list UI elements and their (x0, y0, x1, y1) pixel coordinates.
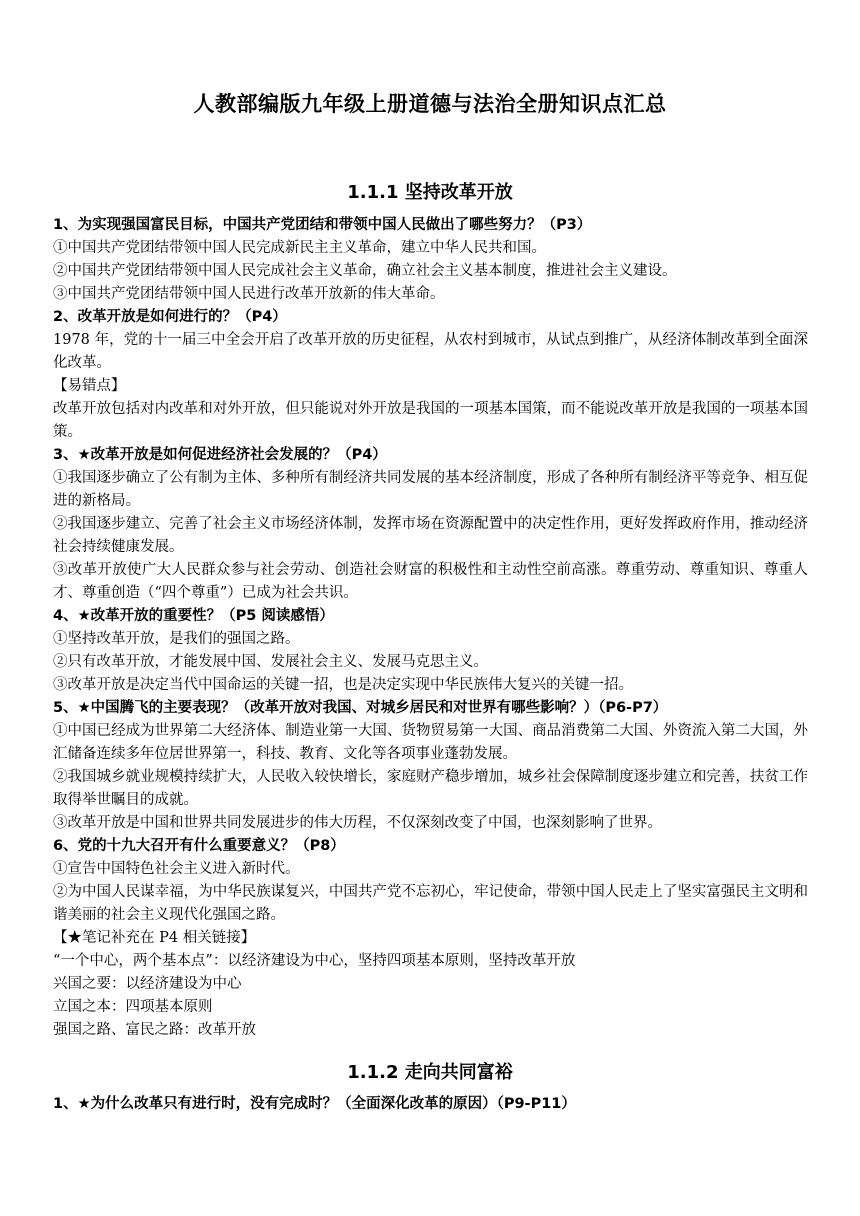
answer-line: ①坚持改革开放，是我们的强国之路。 (53, 631, 300, 647)
answer-line: 兴国之要：以经济建设为中心 (53, 976, 242, 992)
section-body-1-1-2 (53, 1093, 808, 1116)
answer-paragraph: 1978 年，党的十一届三中全会开启了改革开放的历史征程，从农村到城市，从试点到推广，从经济体制改革到全面深化改革。 (53, 332, 808, 371)
answer-paragraph: ①我国逐步确立了公有制为主体、多种所有制经济共同发展的基本经济制度，形成了各种所有制经济平等竞争、相互促进的新格局。 (53, 470, 808, 509)
answer-paragraph: 改革开放包括对内改革和对外开放，但只能说对外开放是我国的一项基本国策，而不能说改革开放是我国的一项基本国策。 (53, 401, 808, 440)
answer-line: ②只有改革开放，才能发展中国、发展社会主义、发展马克思主义。 (53, 654, 488, 670)
answer-line: “一个中心，两个基本点”：以经济建设为中心，坚持四项基本原则，坚持改革开放 (53, 953, 576, 969)
answer-paragraph: ②为中国人民谋幸福，为中华民族谋复兴，中国共产党不忘初心，牢记使命，带领中国人民走上了坚实富强民主文明和谐美丽的社会主义现代化强国之路。 (53, 884, 808, 923)
answer-line: ③改革开放是决定当代中国命运的关键一招，也是决定实现中华民族伟大复兴的关键一招。 (53, 677, 633, 693)
section-body-1-1-1 (53, 214, 808, 1042)
question-heading: 1、★为什么改革只有进行时，没有完成时？（全面深化改革的原因）（P9-P11） (53, 1096, 576, 1112)
question-heading: 3、★改革开放是如何促进经济社会发展的？（P4） (53, 447, 387, 463)
answer-line: 【★笔记补充在 P4 相关链接】 (53, 930, 256, 946)
question-heading: 2、改革开放是如何进行的？（P4） (53, 309, 287, 325)
question-heading: 6、党的十九大召开有什么重要意义？（P8） (53, 838, 345, 854)
answer-line: 【易错点】 (53, 378, 126, 394)
question-heading: 5、★中国腾飞的主要表现？（改革开放对我国、对城乡居民和对世界有哪些影响？）（P6-P7） (53, 700, 668, 716)
answer-paragraph: ②我国逐步建立、完善了社会主义市场经济体制，发挥市场在资源配置中的决定性作用，更好发挥政府作用，推动经济社会持续健康发展。 (53, 516, 808, 555)
answer-line: 立国之本：四项基本原则 (53, 999, 213, 1015)
question-heading: 4、★改革开放的重要性？（P5 阅读感悟） (53, 608, 334, 624)
section-heading-1-1-1: 1.1.1 坚持改革开放 (347, 182, 513, 203)
answer-line: ②中国共产党团结带领中国人民完成社会主义革命，确立社会主义基本制度，推进社会主义建设。 (53, 263, 677, 279)
document-title: 人教部编版九年级上册道德与法治全册知识点汇总 (193, 92, 667, 116)
answer-paragraph: ①中国已经成为世界第二大经济体、制造业第一大国、货物贸易第一大国、商品消费第二大国、外资流入第二大国，外汇储备连续多年位居世界第一，科技、教育、文化等各项事业蓬勃发展。 (53, 723, 808, 762)
answer-line: ①中国共产党团结带领中国人民完成新民主主义革命，建立中华人民共和国。 (53, 240, 546, 256)
answer-paragraph: ②我国城乡就业规模持续扩大，人民收入较快增长，家庭财产稳步增加，城乡社会保障制度逐步建立和完善，扶贫工作取得举世瞩目的成就。 (53, 769, 808, 808)
answer-line: 强国之路、富民之路：改革开放 (53, 1022, 256, 1038)
answer-paragraph: ③改革开放使广大人民群众参与社会劳动、创造社会财富的积极性和主动性空前高涨。尊重劳动、尊重知识、尊重人才、尊重创造（“四个尊重”）已成为社会共识。 (53, 562, 808, 601)
answer-line: ①宣告中国特色社会主义进入新时代。 (53, 861, 300, 877)
section-heading-1-1-2: 1.1.2 走向共同富裕 (347, 1062, 513, 1083)
answer-line: ③改革开放是中国和世界共同发展进步的伟大历程，不仅深刻改变了中国，也深刻影响了世界。 (53, 815, 662, 831)
question-heading: 1、为实现强国富民目标，中国共产党团结和带领中国人民做出了哪些努力？（P3） (53, 217, 592, 233)
answer-line: ③中国共产党团结带领中国人民进行改革开放新的伟大革命。 (53, 286, 445, 302)
